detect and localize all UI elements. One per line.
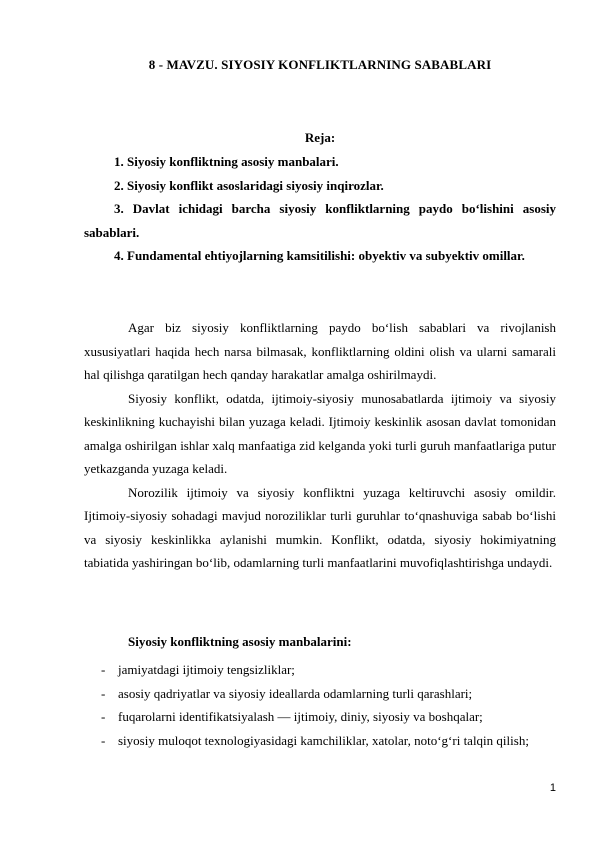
list-item	[84, 658, 556, 682]
paragraph-1: Agar biz siyosiy konfliktlarning paydo boʻlish sabablari va rivojlanish xususiyatlari haqida hech narsa bilmasak, konfliktlarning oldini olish va ularni samarali hal qilishga qaratilgan hech qanday harakatlar amalga oshirilmaydi.	[84, 320, 556, 382]
sources-list	[84, 658, 556, 752]
plan-item-3: 3. Davlat ichidagi barcha siyosiy konfliktlarning paydo boʻlishini asosiy sabablari.	[84, 201, 556, 240]
bullet-dash: -	[101, 732, 106, 748]
plan-item-2: 2. Siyosiy konflikt asoslaridagi siyosiy inqirozlar.	[114, 177, 384, 193]
plan-list	[84, 150, 556, 268]
page-title: 8 - MAVZU. SIYOSIY KONFLIKTLARNING SABABLARI	[148, 57, 492, 72]
sources-heading: Siyosiy konfliktning asosiy manbalarini:	[128, 634, 352, 649]
bullet-dash: -	[101, 709, 106, 724]
document-page	[84, 0, 556, 842]
list-item	[84, 705, 556, 729]
list-item-text: fuqarolarni identifikatsiyalash — ijtimoiy, diniy, siyosiy va boshqalar;	[118, 709, 483, 724]
plan-item-1: 1. Siyosiy konfliktning asosiy manbalari.	[114, 154, 339, 169]
list-item	[84, 682, 556, 706]
body-text	[84, 316, 556, 575]
list-item-text: jamiyatdagi ijtimoiy tengsizliklar;	[118, 662, 295, 677]
list-item-text: asosiy qadriyatlar va siyosiy ideallarda odamlarning turli qarashlari;	[118, 685, 473, 701]
bullet-dash: -	[101, 662, 106, 677]
plan-item-4: 4. Fundamental ehtiyojlarning kamsitilishi: obyektiv va subyektiv omillar.	[114, 248, 525, 263]
page-number: 1	[549, 782, 556, 794]
bullet-dash: -	[101, 685, 106, 701]
plan-heading: Reja:	[304, 130, 336, 145]
list-item	[84, 729, 556, 753]
paragraph-2: Siyosiy konflikt, odatda, ijtimoiy-siyosiy munosabatlarda ijtimoiy va siyosiy keskinlikning kuchayishi bilan yuzaga keladi. Ijtimoiy keskinlik asosan davlat tomonidan amalga oshirilgan ishlar xalq manfaatiga zid kelganda yoki turli guruh manfaatlariga putur yetkazganda yuzaga keladi.	[84, 390, 556, 476]
paragraph-3: Norozilik ijtimoiy va siyosiy konfliktni yuzaga keltiruvchi asosiy omildir. Ijtimoiy-siyosiy sohadagi mavjud noroziliklar turli guruhlar toʻqnashuviga sabab boʻlishi va siyosiy keskinlikka aylanishi mumkin. Konflikt, odatda, siyosiy hokimiyatning tabiatida yashiringan boʻlib, odamlarning turli manfaatlarini muvofiqlashtirishga undaydi.	[84, 484, 556, 570]
list-item-text: siyosiy muloqot texnologiyasidagi kamchiliklar, xatolar, notoʻgʻri talqin qilish;	[118, 732, 529, 748]
